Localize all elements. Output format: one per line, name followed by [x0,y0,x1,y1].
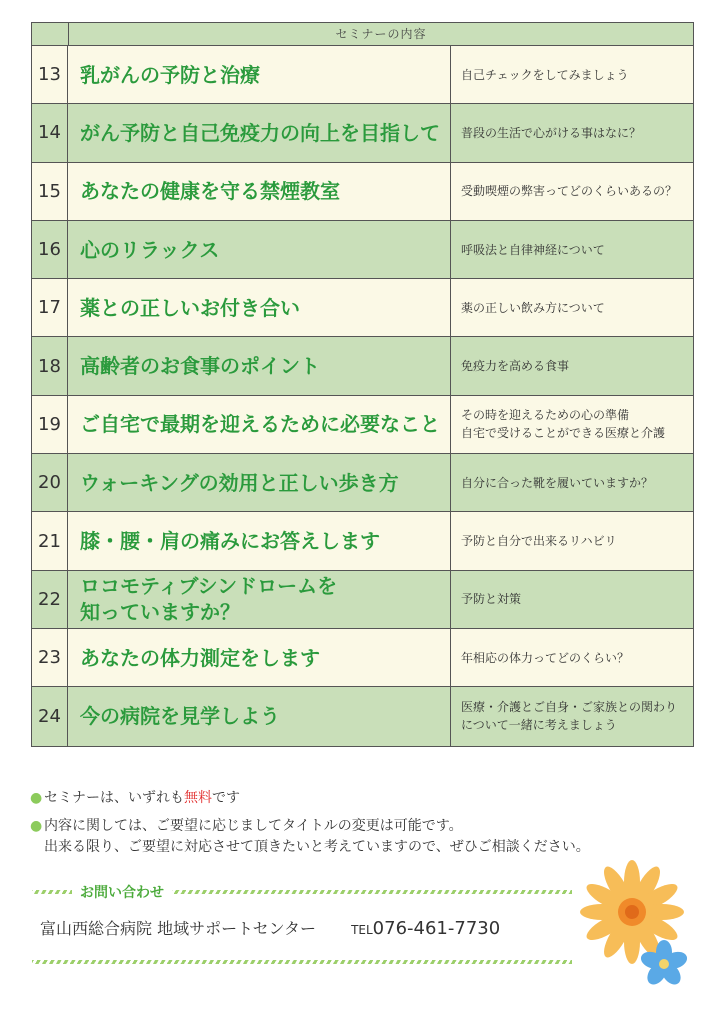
tel-prefix: TEL [351,923,373,937]
table-row [32,337,693,395]
seminar-description [451,396,693,453]
contact-heading [32,882,572,902]
header-title: セミナーの内容 [335,27,427,41]
row-number: 15 [32,163,68,220]
row-number: 24 [32,687,68,745]
row-number: 23 [32,629,68,686]
seminar-description [451,512,693,569]
table-header [32,23,693,46]
seminar-description [451,279,693,336]
description-line: について一緒に考えましょう [461,718,617,733]
note-2-line2: 出来る限り、ご要望に対応させて頂きたいと考えていますので、ぜひご相談ください。 [44,839,590,856]
description-line: 医療・介護とご自身・ご家族との関わり [461,700,678,715]
bullet-dot-icon: ● [30,817,43,834]
table-row [32,687,693,745]
free-highlight: 無料 [184,790,212,806]
seminar-title: 今の病院を見学しよう [68,687,451,745]
table-row [32,571,693,629]
table-row [32,279,693,337]
description-line: 自分に合った靴を履いていますか？ [461,475,654,490]
seminar-title: がん予防と自己免疫力の向上を目指して [68,104,451,161]
description-line: 免疫力を高める食事 [461,359,570,374]
table-row [32,629,693,687]
description-line: その時を迎えるための心の準備 [461,408,630,423]
flower-illustration-icon [574,860,694,990]
table-body [32,46,693,746]
table-row [32,396,693,454]
header-num-cell [32,23,69,45]
row-number: 14 [32,104,68,161]
description-line: 薬の正しい飲み方について [461,300,605,315]
description-line: 受動喫煙の弊害ってどのくらいあるの？ [461,184,678,199]
dashed-divider [172,890,572,894]
seminar-title: あなたの健康を守る禁煙教室 [68,163,451,220]
tel-number: 076-461-7730 [372,918,501,939]
seminar-title: あなたの体力測定をします [68,629,451,686]
seminar-description [451,104,693,161]
note-2 [30,816,590,838]
note-2-line1: 内容に関しては、ご要望に応じましてタイトルの変更は可能です。 [44,817,463,834]
description-line: 自宅で受けることができる医療と介護 [461,426,666,441]
seminar-description [451,221,693,278]
table-row [32,163,693,221]
dashed-divider-bottom [32,960,572,964]
seminar-title: 高齢者のお食事のポイント [68,337,451,394]
seminar-description [451,163,693,220]
row-number: 21 [32,512,68,569]
contact-label: お問い合わせ [80,885,164,901]
seminar-title: 乳がんの予防と治療 [68,46,451,103]
table-row [32,221,693,279]
dashed-divider [32,890,72,894]
contact-info [40,916,500,939]
seminar-description [451,687,693,745]
seminar-description [451,454,693,511]
description-line: 自己チェックをしてみましょう [461,67,629,82]
seminar-table [31,22,694,747]
row-number: 13 [32,46,68,103]
seminar-title: 心のリラックス [68,221,451,278]
table-row [32,454,693,512]
note-1 [30,788,590,810]
seminar-title: 薬との正しいお付き合い [68,279,451,336]
notes [30,788,590,859]
seminar-title: 膝・腰・肩の痛みにお答えします [68,512,451,569]
seminar-title: ご自宅で最期を迎えるために必要なこと [68,396,451,453]
seminar-description [451,571,693,628]
table-row [32,46,693,104]
description-line: 年相応の体力ってどのくらい？ [461,650,630,665]
row-number: 17 [32,279,68,336]
table-row [32,104,693,162]
row-number: 16 [32,221,68,278]
description-line: 予防と対策 [461,592,522,607]
seminar-title: ウォーキングの効用と正しい歩き方 [68,454,451,511]
seminar-description [451,337,693,394]
description-line: 予防と自分で出来るリハビリ [461,534,617,549]
description-line: 普段の生活で心がける事はなに？ [461,125,642,140]
row-number: 18 [32,337,68,394]
row-number: 19 [32,396,68,453]
note-1-text: セミナーは、いずれも無料です [44,790,240,806]
organization-name: 富山西総合病院 地域サポートセンター [40,919,316,938]
table-row [32,512,693,570]
row-number: 22 [32,571,68,628]
description-line: 呼吸法と自律神経について [461,242,605,257]
seminar-description [451,46,693,103]
bullet-dot-icon: ● [30,790,43,806]
row-number: 20 [32,454,68,511]
seminar-description [451,629,693,686]
seminar-title: ロコモティブシンドロームを 知っていますか？ [68,571,451,628]
